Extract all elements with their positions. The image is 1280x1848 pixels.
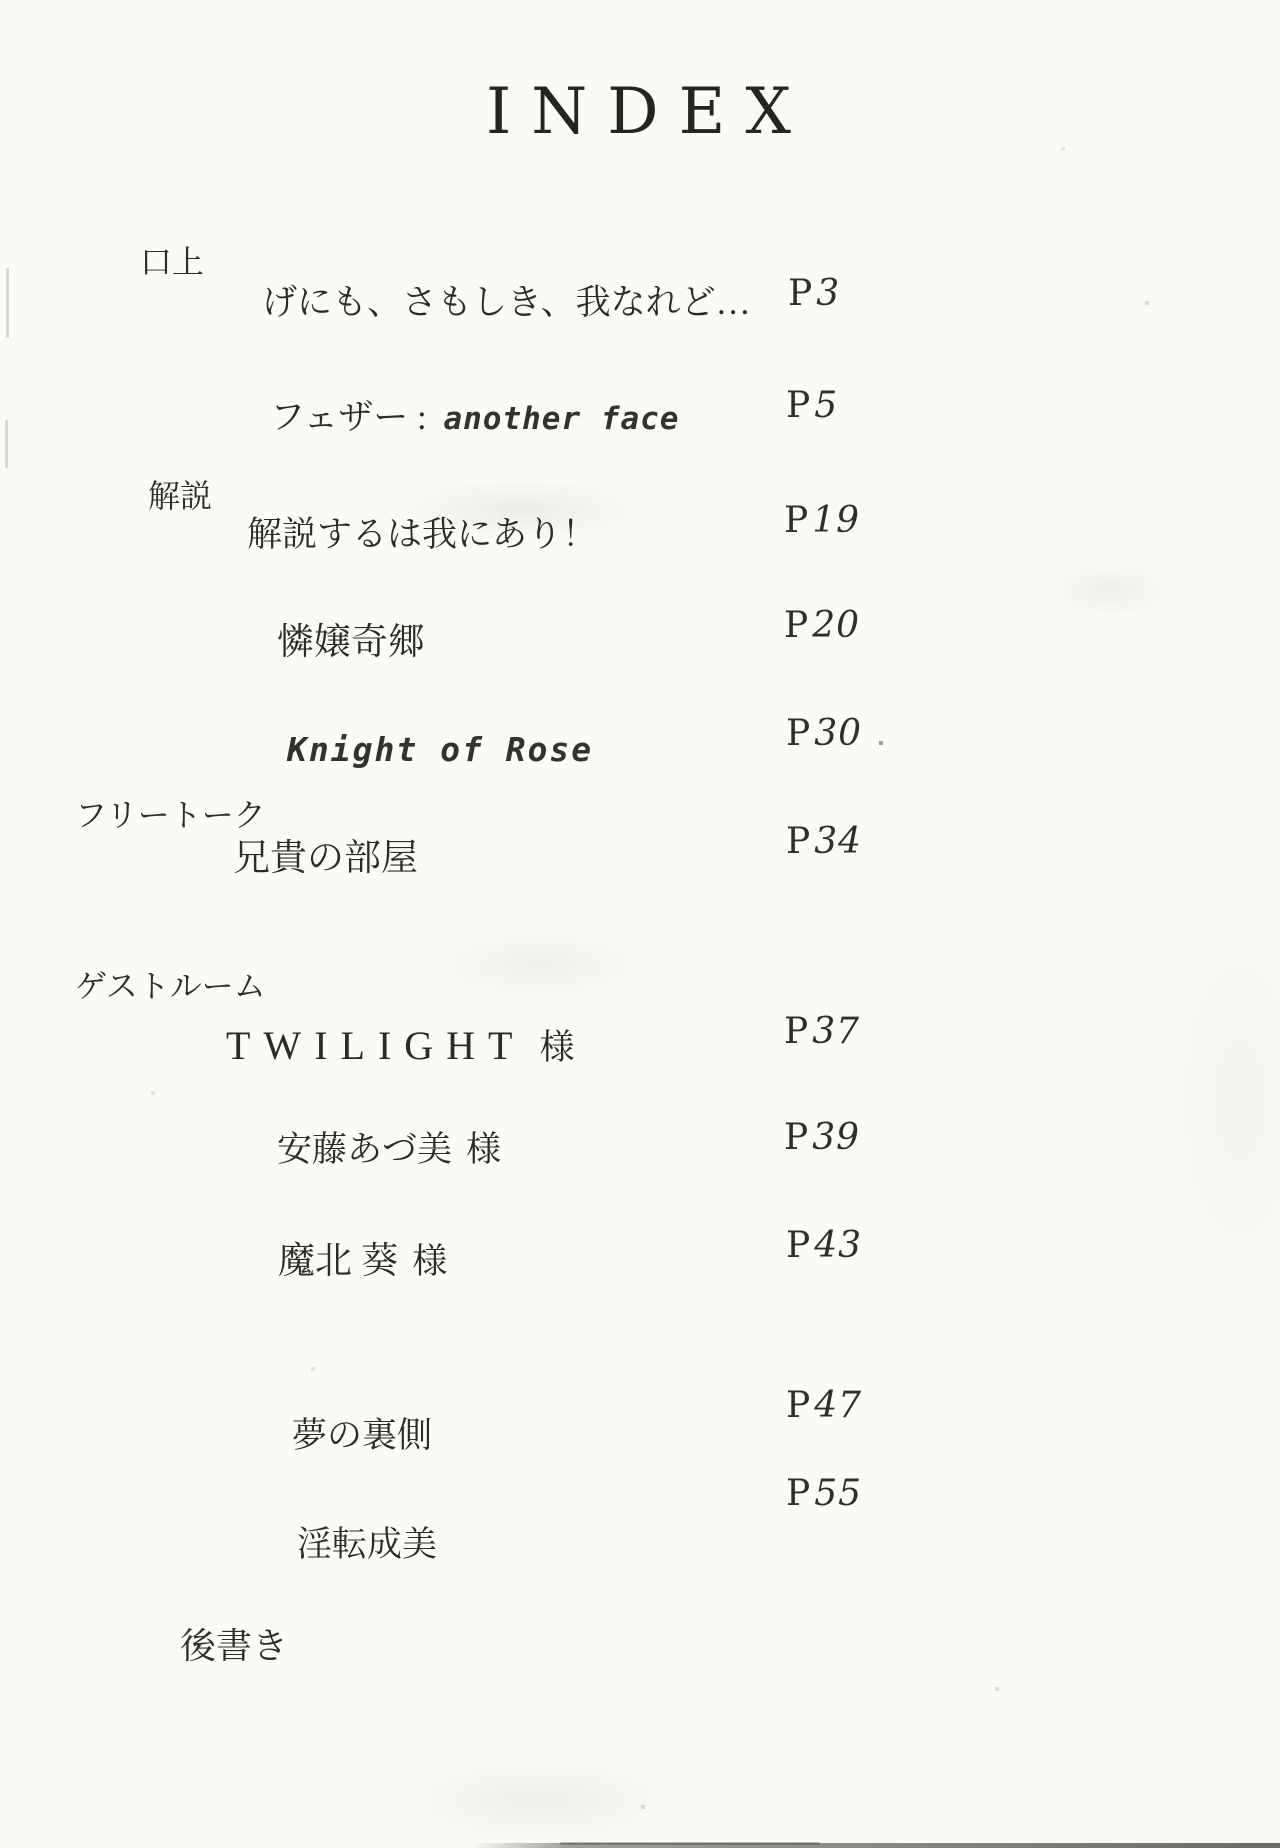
section-label-kaisetsu: 解説 — [148, 478, 213, 514]
page-title: INDEX — [486, 75, 811, 149]
toc-entry — [270, 400, 679, 435]
toc-entry-title: 兄貴の部屋 — [233, 838, 418, 879]
page-number: P 19 — [784, 500, 861, 541]
page-number: P 5 — [786, 385, 839, 426]
page-number: P 47 — [786, 1385, 863, 1426]
toc-entry — [277, 624, 425, 661]
toc-entry-title-latin: another face — [443, 401, 680, 437]
page-number: P 3 — [788, 273, 841, 314]
scan-edge-mark — [5, 420, 8, 468]
toc-entry-honorific: 様 — [466, 1130, 502, 1169]
section-label-atogaki: 後書き — [180, 1626, 289, 1666]
toc-entry — [262, 285, 751, 320]
toc-entry — [292, 1418, 432, 1453]
page-number: P 55 — [786, 1473, 863, 1514]
toc-entry-title: 解説するは我にあり！ — [247, 515, 598, 554]
toc-entry — [287, 730, 594, 769]
page-number: P 34 — [786, 821, 863, 862]
toc-entry — [278, 1243, 447, 1280]
page-number: P 30 — [786, 713, 863, 754]
toc-entry-title: 憐嬢奇郷 — [277, 622, 425, 663]
section-label-free-talk: フリートーク — [75, 797, 266, 833]
scan-edge-mark — [6, 268, 9, 338]
toc-entry — [297, 1527, 437, 1562]
toc-entry-title: フェザー : — [270, 398, 427, 437]
toc-entry-title-latin: Knight of Rose — [287, 730, 594, 769]
section-label-guest-room: ゲストルーム — [75, 968, 266, 1004]
toc-entry — [247, 517, 597, 552]
toc-entry-title: げにも、さもしき、我なれど… — [262, 283, 751, 322]
toc-entry-title: 魔北 葵 — [278, 1241, 399, 1282]
section-label-kojo: 口上 — [140, 244, 205, 280]
toc-entry-honorific: 様 — [539, 1028, 575, 1067]
toc-entry-honorific: 様 — [412, 1242, 448, 1281]
toc-entry — [226, 1023, 575, 1068]
scan-speckles — [0, 0, 2, 2]
toc-entry-title: 淫転成美 — [297, 1525, 438, 1564]
toc-entry — [233, 840, 418, 877]
toc-entry — [277, 1132, 501, 1167]
toc-entry-title-latin: TWILIGHT — [226, 1023, 526, 1068]
toc-entry-title: 夢の裏側 — [292, 1416, 433, 1455]
page-number: P 43 — [786, 1225, 863, 1266]
page-number: P 39 — [784, 1117, 861, 1158]
toc-entry-title: 安藤あづ美 — [277, 1130, 453, 1169]
scan-bottom-edge-dark — [560, 1842, 820, 1845]
page-number: P 37 — [784, 1011, 861, 1052]
page-number: P 20 — [784, 605, 861, 646]
